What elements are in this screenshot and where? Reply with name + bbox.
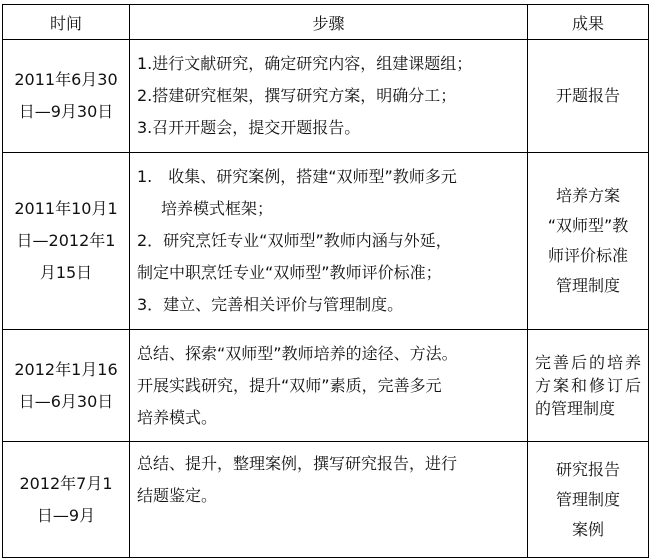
step-line: 1. 收集、研究案例，搭建“双师型”教师多元: [137, 167, 457, 186]
step-line: 培养模式框架；: [161, 199, 274, 218]
results-cell: [528, 330, 649, 442]
steps-cell: [130, 442, 528, 558]
result-line: 完善后的培养方案和修订后的管理制度: [535, 353, 641, 418]
step-line: 结题鉴定。: [137, 486, 218, 505]
time-cell: [3, 153, 130, 330]
time-cell: [3, 442, 130, 558]
time-line: 2012年1月16: [14, 359, 118, 379]
header-time: 时间: [3, 5, 130, 40]
results-cell: [528, 442, 649, 558]
result-line: 管理制度: [555, 276, 620, 295]
results-cell: [528, 153, 649, 330]
table-row: [3, 330, 649, 442]
time-line: 日—2012年1: [16, 231, 116, 250]
table-header-row: [3, 5, 649, 40]
step-line: 2．研究烹饪专业“双师型”教师内涵与外延，: [137, 231, 452, 250]
step-line: 1.进行文献研究，确定研究内容，组建课题组；: [137, 54, 473, 73]
research-schedule-table: [2, 4, 649, 558]
step-line: 制定中职烹饪专业“双师型”教师评价标准；: [137, 263, 442, 282]
step-line: 3．建立、完善相关评价与管理制度。: [137, 295, 404, 314]
step-line: 2.搭建研究框架，撰写研究方案，明确分工；: [137, 86, 457, 105]
header-results: 成果: [528, 5, 649, 40]
steps-cell: [130, 330, 528, 442]
time-line: 2012年7月1: [19, 473, 113, 493]
step-line: 总结、探索“双师型”教师培养的途径、方法。: [137, 343, 458, 363]
result-line: 培养方案: [555, 186, 620, 205]
header-steps: 步骤: [130, 5, 528, 40]
time-line: 2011年10月1: [14, 199, 118, 218]
time-line: 日—6月30日: [18, 391, 114, 411]
step-line: 总结、提升，整理案例，撰写研究报告，进行: [137, 454, 458, 473]
table-row: [3, 40, 649, 153]
time-line: 日—9月30日: [18, 102, 114, 121]
step-line: 培养模式。: [137, 407, 218, 427]
table-row: [3, 153, 649, 330]
result-line: 开题报告: [555, 86, 620, 105]
step-line: 3.召开开题会，提交开题报告。: [137, 118, 361, 137]
step-line: 开展实践研究，提升“双师”素质，完善多元: [137, 375, 442, 395]
results-cell: [528, 40, 649, 153]
time-line: 日—9月: [36, 505, 96, 525]
time-cell: [3, 40, 130, 153]
result-line: 案例: [571, 519, 604, 539]
time-line: 2011年6月30: [14, 70, 118, 89]
result-line: “双师型”教: [547, 216, 629, 235]
time-cell: [3, 330, 130, 442]
steps-cell: [130, 40, 528, 153]
steps-cell: [130, 153, 528, 330]
result-line: 师评价标准: [547, 246, 628, 265]
result-line: 管理制度: [555, 489, 620, 509]
table-row: [3, 442, 649, 558]
result-line: 研究报告: [555, 459, 620, 479]
time-line: 月15日: [39, 263, 93, 282]
